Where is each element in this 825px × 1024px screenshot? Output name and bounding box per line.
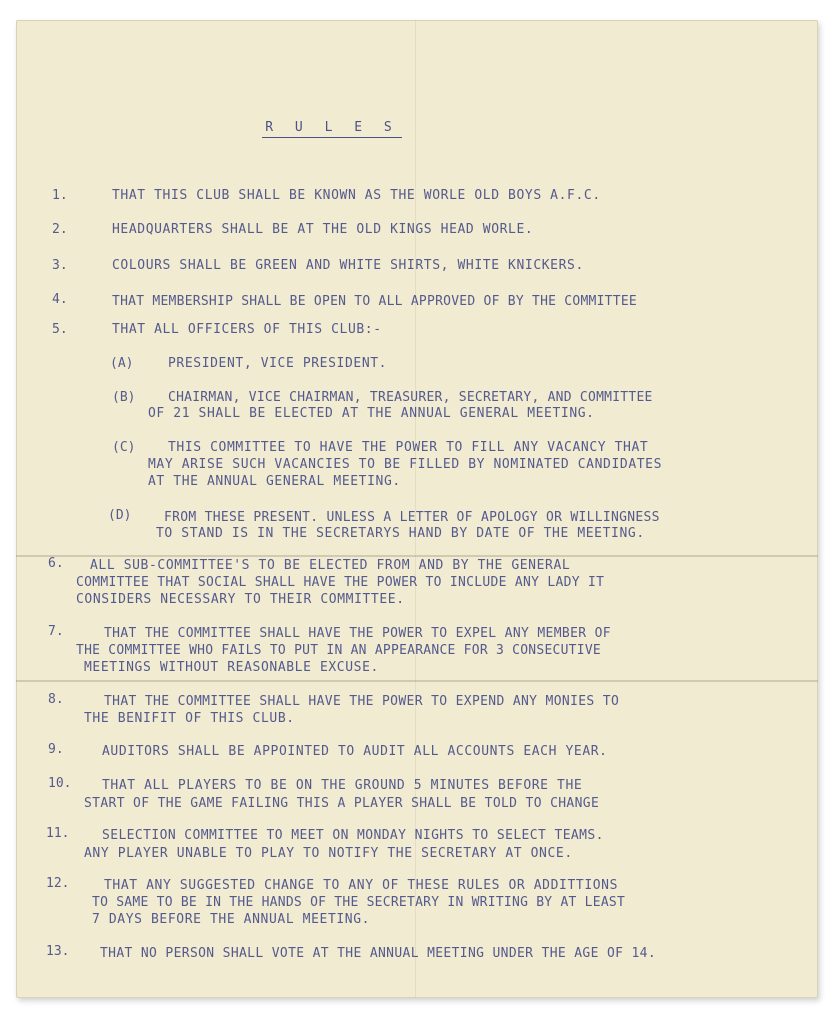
- rule-text: FROM THESE PRESENT. UNLESS A LETTER OF APOLOGY OR WILLINGNESS: [164, 510, 660, 525]
- rule-text: MAY ARISE SUCH VACANCIES TO BE FILLED BY NOMINATED CANDIDATES: [148, 457, 663, 472]
- rule-subletter: (C): [112, 440, 136, 455]
- fold-crease: [16, 680, 818, 682]
- rule-text: ALL SUB-COMMITTEE'S TO BE ELECTED FROM AND BY THE GENERAL: [90, 558, 571, 573]
- rule-text: THAT THIS CLUB SHALL BE KNOWN AS THE WORLE OLD BOYS A.F.C.: [112, 188, 601, 203]
- rule-number: 8.: [48, 692, 64, 707]
- rule-number: 3.: [52, 258, 68, 273]
- rule-number: 10.: [48, 776, 72, 791]
- rule-number: 7.: [48, 624, 64, 639]
- rule-text: THAT THE COMMITTEE SHALL HAVE THE POWER TO EXPEND ANY MONIES TO: [104, 694, 620, 709]
- rule-text: CHAIRMAN, VICE CHAIRMAN, TREASURER, SECRETARY, AND COMMITTEE: [168, 390, 653, 405]
- rule-text: THAT THE COMMITTEE SHALL HAVE THE POWER TO EXPEL ANY MEMBER OF: [104, 626, 611, 641]
- rule-text: AUDITORS SHALL BE APPOINTED TO AUDIT ALL ACCOUNTS EACH YEAR.: [102, 744, 608, 759]
- rule-text: COLOURS SHALL BE GREEN AND WHITE SHIRTS, WHITE KNICKERS.: [112, 258, 584, 273]
- rule-text: OF 21 SHALL BE ELECTED AT THE ANNUAL GENERAL MEETING.: [148, 406, 595, 421]
- rule-text: SELECTION COMMITTEE TO MEET ON MONDAY NIGHTS TO SELECT TEAMS.: [102, 828, 604, 843]
- rule-text: TO STAND IS IN THE SECRETARYS HAND BY DATE OF THE MEETING.: [156, 526, 645, 541]
- rule-text: THAT ALL OFFICERS OF THIS CLUB:-: [112, 322, 382, 337]
- rule-subletter: (A): [110, 356, 134, 371]
- rule-number: 9.: [48, 742, 64, 757]
- rule-number: 2.: [52, 222, 68, 237]
- rule-number: 1.: [52, 188, 68, 203]
- rule-text: COMMITTEE THAT SOCIAL SHALL HAVE THE POWER TO INCLUDE ANY LADY IT: [76, 575, 605, 590]
- rule-text: AT THE ANNUAL GENERAL MEETING.: [148, 474, 401, 489]
- page-title: R U L E S: [262, 120, 402, 138]
- rule-number: 12.: [46, 876, 70, 891]
- rule-text: THE BENIFIT OF THIS CLUB.: [84, 711, 295, 726]
- rule-text: THE COMMITTEE WHO FAILS TO PUT IN AN APPEARANCE FOR 3 CONSECUTIVE: [76, 643, 601, 658]
- rule-number: 13.: [46, 944, 70, 959]
- rule-text: THAT ANY SUGGESTED CHANGE TO ANY OF THESE RULES OR ADDITTIONS: [104, 878, 619, 893]
- rule-text: START OF THE GAME FAILING THIS A PLAYER SHALL BE TOLD TO CHANGE: [84, 796, 600, 811]
- rule-text: PRESIDENT, VICE PRESIDENT.: [168, 356, 388, 371]
- rule-text: MEETINGS WITHOUT REASONABLE EXCUSE.: [84, 660, 379, 675]
- rule-text: HEADQUARTERS SHALL BE AT THE OLD KINGS HEAD WORLE.: [112, 222, 534, 237]
- rule-subletter: (B): [112, 390, 136, 405]
- rule-text: THAT ALL PLAYERS TO BE ON THE GROUND 5 MINUTES BEFORE THE: [102, 778, 583, 793]
- rule-text: TO SAME TO BE IN THE HANDS OF THE SECRETARY IN WRITING BY AT LEAST: [92, 895, 626, 910]
- rule-number: 11.: [46, 826, 70, 841]
- rule-text: CONSIDERS NECESSARY TO THEIR COMMITTEE.: [76, 592, 405, 607]
- rule-number: 6.: [48, 556, 64, 571]
- rule-text: THIS COMMITTEE TO HAVE THE POWER TO FILL ANY VACANCY THAT: [168, 440, 649, 455]
- rule-text: 7 DAYS BEFORE THE ANNUAL MEETING.: [92, 912, 371, 927]
- fold-crease: [16, 555, 818, 557]
- rule-number: 4.: [52, 292, 68, 307]
- rule-text: THAT NO PERSON SHALL VOTE AT THE ANNUAL MEETING UNDER THE AGE OF 14.: [100, 946, 657, 961]
- rule-subletter: (D): [108, 508, 132, 523]
- rule-number: 5.: [52, 322, 68, 337]
- rule-text: ANY PLAYER UNABLE TO PLAY TO NOTIFY THE SECRETARY AT ONCE.: [84, 846, 573, 861]
- rule-text: THAT MEMBERSHIP SHALL BE OPEN TO ALL APPROVED OF BY THE COMMITTEE: [112, 294, 637, 309]
